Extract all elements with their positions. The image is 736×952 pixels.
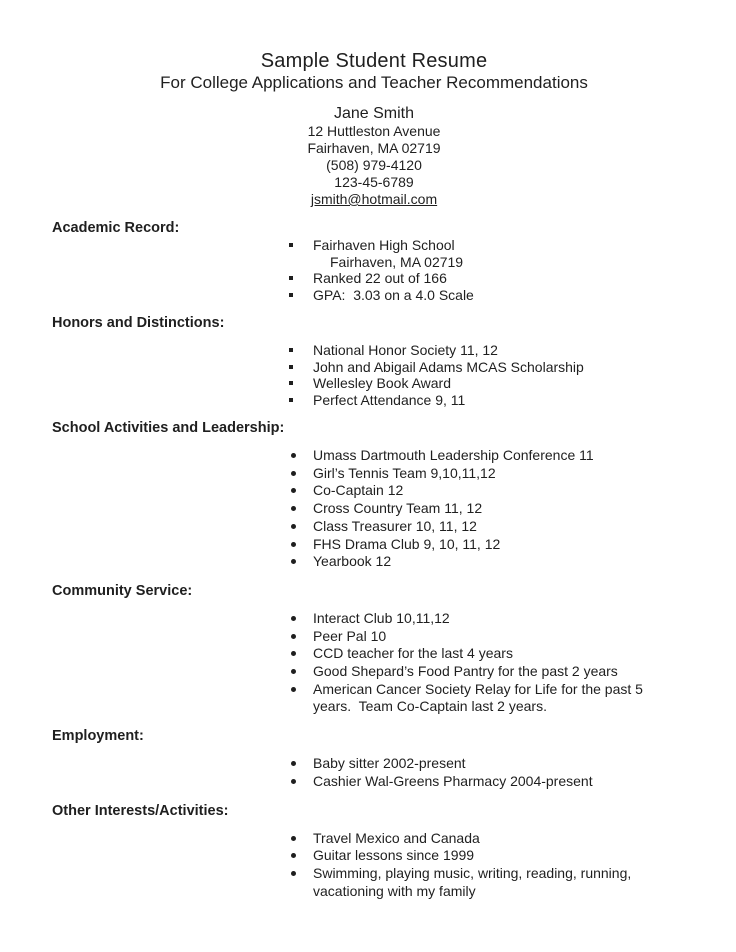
square-bullet-icon — [289, 243, 293, 247]
square-bullet-icon — [289, 381, 293, 385]
section-heading: Other Interests/Activities: — [52, 802, 229, 819]
resume-section — [52, 803, 696, 901]
round-bullet-icon — [291, 542, 296, 547]
bullet-text: Yearbook 12 — [313, 553, 392, 570]
bullet-text: Co-Captain 12 — [313, 482, 404, 499]
round-bullet-icon — [291, 453, 296, 458]
round-bullet-icon — [291, 651, 296, 656]
bullet-item — [288, 610, 660, 628]
bullet-text: Umass Dartmouth Leadership Conference 11 — [313, 447, 594, 463]
bullet-item — [288, 865, 660, 900]
bullet-text: Guitar lessons since 1999 — [313, 847, 475, 864]
bullet-text: National Honor Society 11, 12 — [313, 342, 498, 358]
bullet-text: GPA: 3.03 on a 4.0 Scale — [313, 286, 474, 303]
contact-block — [52, 105, 696, 209]
bullet-text: Ranked 22 out of 166 — [313, 270, 447, 286]
section-heading: School Activities and Leadership: — [52, 420, 285, 436]
contact-line: 12 Huttleston Avenue — [307, 123, 441, 139]
bullet-text: Fairhaven High School Fairhaven, MA 02719 — [313, 237, 660, 270]
bullet-text: John and Abigail Adams MCAS Scholarship — [313, 358, 584, 375]
section-heading: Community Service: — [52, 582, 193, 599]
section-heading: Employment: — [52, 728, 144, 745]
round-bullet-icon — [291, 524, 296, 529]
section-heading: Academic Record: — [52, 220, 180, 236]
bullet-item — [288, 755, 660, 773]
bullet-item — [288, 847, 660, 865]
bullet-item — [288, 773, 660, 791]
contact-line: Fairhaven, MA 02719 — [307, 140, 441, 156]
bullet-item — [288, 681, 660, 716]
bullet-list — [288, 342, 696, 408]
bullet-item — [288, 628, 660, 646]
bullet-item — [288, 270, 660, 287]
square-bullet-icon — [289, 348, 293, 352]
resume-sections — [52, 220, 696, 900]
round-bullet-icon — [291, 687, 296, 692]
square-bullet-icon — [289, 276, 293, 280]
bullet-item — [288, 359, 660, 376]
resume-section — [52, 583, 696, 716]
square-bullet-icon — [289, 293, 293, 297]
contact-line: (508) 979-4120 — [326, 157, 422, 173]
round-bullet-icon — [291, 616, 296, 621]
bullet-item — [288, 645, 660, 663]
bullet-item — [288, 830, 660, 848]
round-bullet-icon — [291, 559, 296, 564]
bullet-subtext: Fairhaven, MA 02719 — [330, 253, 464, 270]
bullet-text: American Cancer Society Relay for Life for the past 5 years. Team Co-Captain last 2 years. — [313, 680, 647, 715]
email-address: jsmith@hotmail.com — [310, 191, 438, 207]
bullet-text: Cross Country Team 11, 12 — [313, 500, 483, 517]
bullet-text: Swimming, playing music, writing, reading, running, vacationing with my family — [313, 864, 636, 899]
round-bullet-icon — [291, 488, 296, 493]
square-bullet-icon — [289, 398, 293, 402]
round-bullet-icon — [291, 853, 296, 858]
bullet-list — [288, 610, 696, 716]
resume-section — [52, 728, 696, 790]
bullet-item — [288, 663, 660, 681]
bullet-item — [288, 392, 660, 409]
contact-lines — [52, 123, 696, 191]
resume-section — [52, 315, 696, 408]
bullet-text: Wellesley Book Award — [313, 375, 451, 391]
bullet-item — [288, 482, 660, 500]
bullet-item — [288, 287, 660, 304]
bullet-item — [288, 500, 660, 518]
resume-section — [52, 420, 696, 571]
bullet-text: Travel Mexico and Canada — [313, 829, 480, 846]
contact-line: 123-45-6789 — [334, 174, 414, 190]
round-bullet-icon — [291, 779, 296, 784]
round-bullet-icon — [291, 471, 296, 476]
bullet-text: Good Shepard’s Food Pantry for the past 2 years — [313, 663, 618, 680]
bullet-item — [288, 342, 660, 359]
document-subtitle: For College Applications and Teacher Recommendations — [160, 73, 588, 92]
bullet-text: Peer Pal 10 — [313, 627, 387, 644]
bullet-item — [288, 447, 660, 465]
square-bullet-icon — [289, 365, 293, 369]
document-header — [52, 50, 696, 209]
bullet-list — [288, 237, 696, 303]
round-bullet-icon — [291, 836, 296, 841]
bullet-item — [288, 518, 660, 536]
bullet-text: FHS Drama Club 9, 10, 11, 12 — [313, 535, 501, 552]
round-bullet-icon — [291, 634, 296, 639]
bullet-text: CCD teacher for the last 4 years — [313, 645, 513, 662]
bullet-list — [288, 830, 696, 901]
document-title: Sample Student Resume — [260, 50, 488, 72]
bullet-list — [288, 755, 696, 790]
bullet-item — [288, 465, 660, 483]
bullet-text: Perfect Attendance 9, 11 — [313, 391, 466, 408]
round-bullet-icon — [291, 669, 296, 674]
bullet-text: Cashier Wal-Greens Pharmacy 2004-present — [313, 772, 593, 789]
bullet-item — [288, 237, 660, 270]
section-heading: Honors and Distinctions: — [52, 315, 225, 331]
bullet-text: Interact Club 10,11,12 — [313, 609, 450, 626]
person-name: Jane Smith — [333, 105, 415, 122]
bullet-item — [288, 375, 660, 392]
round-bullet-icon — [291, 871, 296, 876]
resume-section — [52, 220, 696, 303]
bullet-text: Girl’s Tennis Team 9,10,11,12 — [313, 464, 496, 481]
bullet-item — [288, 553, 660, 571]
bullet-item — [288, 536, 660, 554]
bullet-text: Class Treasurer 10, 11, 12 — [313, 517, 477, 534]
bullet-list — [288, 447, 696, 571]
round-bullet-icon — [291, 761, 296, 766]
round-bullet-icon — [291, 506, 296, 511]
bullet-text: Baby sitter 2002-present — [313, 755, 466, 772]
